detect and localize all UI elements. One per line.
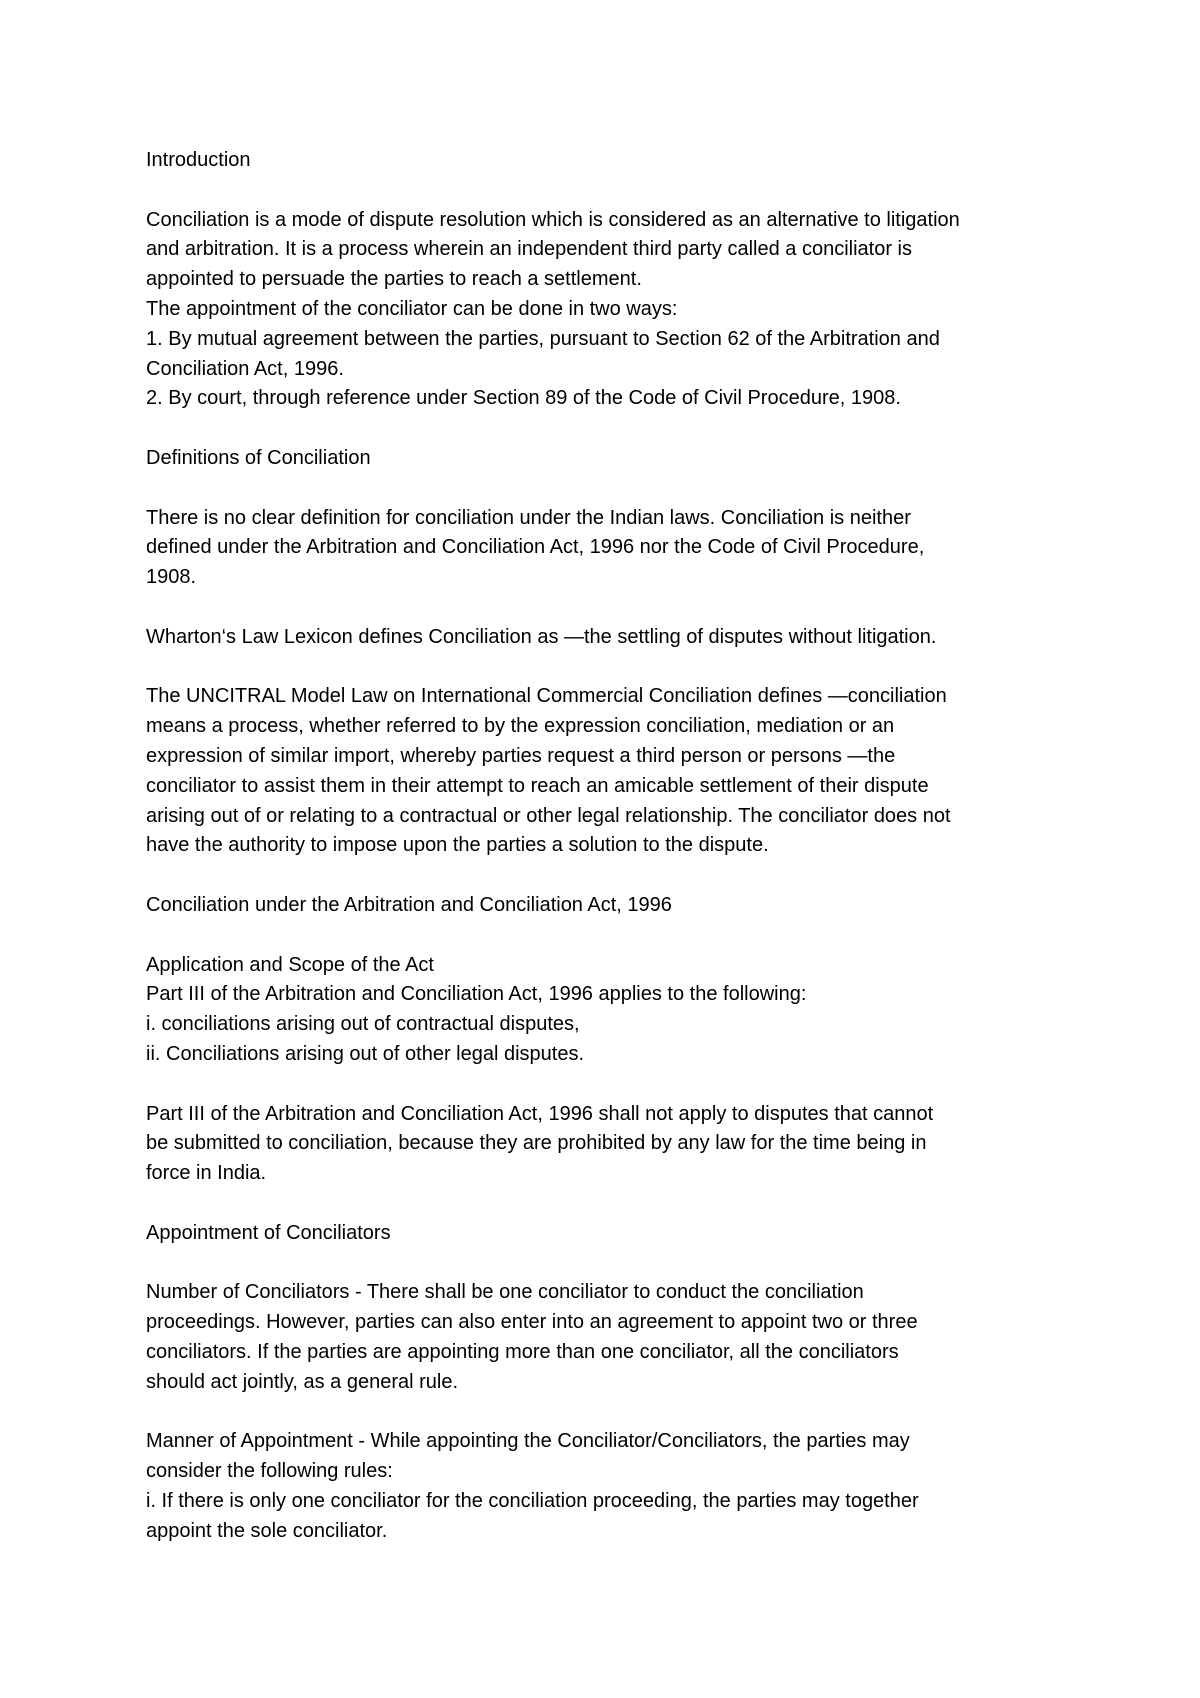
- heading-application-scope: Application and Scope of the Act: [146, 953, 434, 976]
- text-line: Conciliation Act, 1996.: [146, 357, 344, 380]
- text-line: and arbitration. It is a process wherein an independent third party called a conciliator is: [146, 238, 912, 261]
- text-line: Conciliation is a mode of dispute resolution which is considered as an alternative to litigation: [146, 208, 960, 231]
- list-item: ii. Conciliations arising out of other legal disputes.: [146, 1042, 585, 1065]
- text-line: have the authority to impose upon the parties a solution to the dispute.: [146, 834, 769, 857]
- list-item: 2. By court, through reference under Section 89 of the Code of Civil Procedure, 1908.: [146, 387, 901, 410]
- heading-definitions: Definitions of Conciliation: [146, 446, 371, 469]
- heading-conciliation-under-act: Conciliation under the Arbitration and Conciliation Act, 1996: [146, 893, 672, 916]
- text-line: conciliator to assist them in their attempt to reach an amicable settlement of their dispute: [146, 774, 929, 797]
- text-line: appointed to persuade the parties to reach a settlement.: [146, 268, 642, 291]
- text-line: force in India.: [146, 1162, 267, 1185]
- text-line: Wharton‘s Law Lexicon defines Conciliation as ―the settling of disputes without litigation.: [146, 625, 937, 648]
- text-line: proceedings. However, parties can also enter into an agreement to appoint two or three: [146, 1311, 918, 1334]
- text-line: should act jointly, as a general rule.: [146, 1370, 459, 1393]
- text-line: Part III of the Arbitration and Conciliation Act, 1996 shall not apply to disputes that cannot: [146, 1102, 934, 1125]
- text-line: consider the following rules:: [146, 1460, 393, 1483]
- text-line: Number of Conciliators - There shall be one conciliator to conduct the conciliation: [146, 1281, 864, 1304]
- list-item: 1. By mutual agreement between the parties, pursuant to Section 62 of the Arbitration and: [146, 327, 940, 350]
- text-line: The appointment of the conciliator can be done in two ways:: [146, 297, 678, 320]
- text-line: Part III of the Arbitration and Conciliation Act, 1996 applies to the following:: [146, 983, 807, 1006]
- text-line: conciliators. If the parties are appointing more than one conciliator, all the conciliators: [146, 1340, 899, 1363]
- text-line: The UNCITRAL Model Law on International Commercial Conciliation defines ―conciliation: [146, 685, 947, 708]
- text-line: expression of similar import, whereby parties request a third person or persons ―the: [146, 744, 896, 767]
- text-line: Manner of Appointment - While appointing the Conciliator/Conciliators, the parties may: [146, 1430, 910, 1453]
- list-item: i. If there is only one conciliator for the conciliation proceeding, the parties may together: [146, 1489, 919, 1512]
- text-line: be submitted to conciliation, because they are prohibited by any law for the time being in: [146, 1132, 927, 1155]
- list-item: i. conciliations arising out of contractual disputes,: [146, 1013, 580, 1036]
- document-body: [146, 146, 1076, 1546]
- heading-appointment: Appointment of Conciliators: [146, 1221, 391, 1244]
- text-line: 1908.: [146, 566, 197, 589]
- text-line: arising out of or relating to a contractual or other legal relationship. The conciliator does not: [146, 804, 951, 827]
- text-line: appoint the sole conciliator.: [146, 1519, 388, 1542]
- text-line: means a process, whether referred to by the expression conciliation, mediation or an: [146, 715, 895, 738]
- text-line: There is no clear definition for conciliation under the Indian laws. Conciliation is neither: [146, 506, 911, 529]
- text-line: defined under the Arbitration and Conciliation Act, 1996 nor the Code of Civil Procedure,: [146, 536, 925, 559]
- heading-introduction: Introduction: [146, 149, 251, 171]
